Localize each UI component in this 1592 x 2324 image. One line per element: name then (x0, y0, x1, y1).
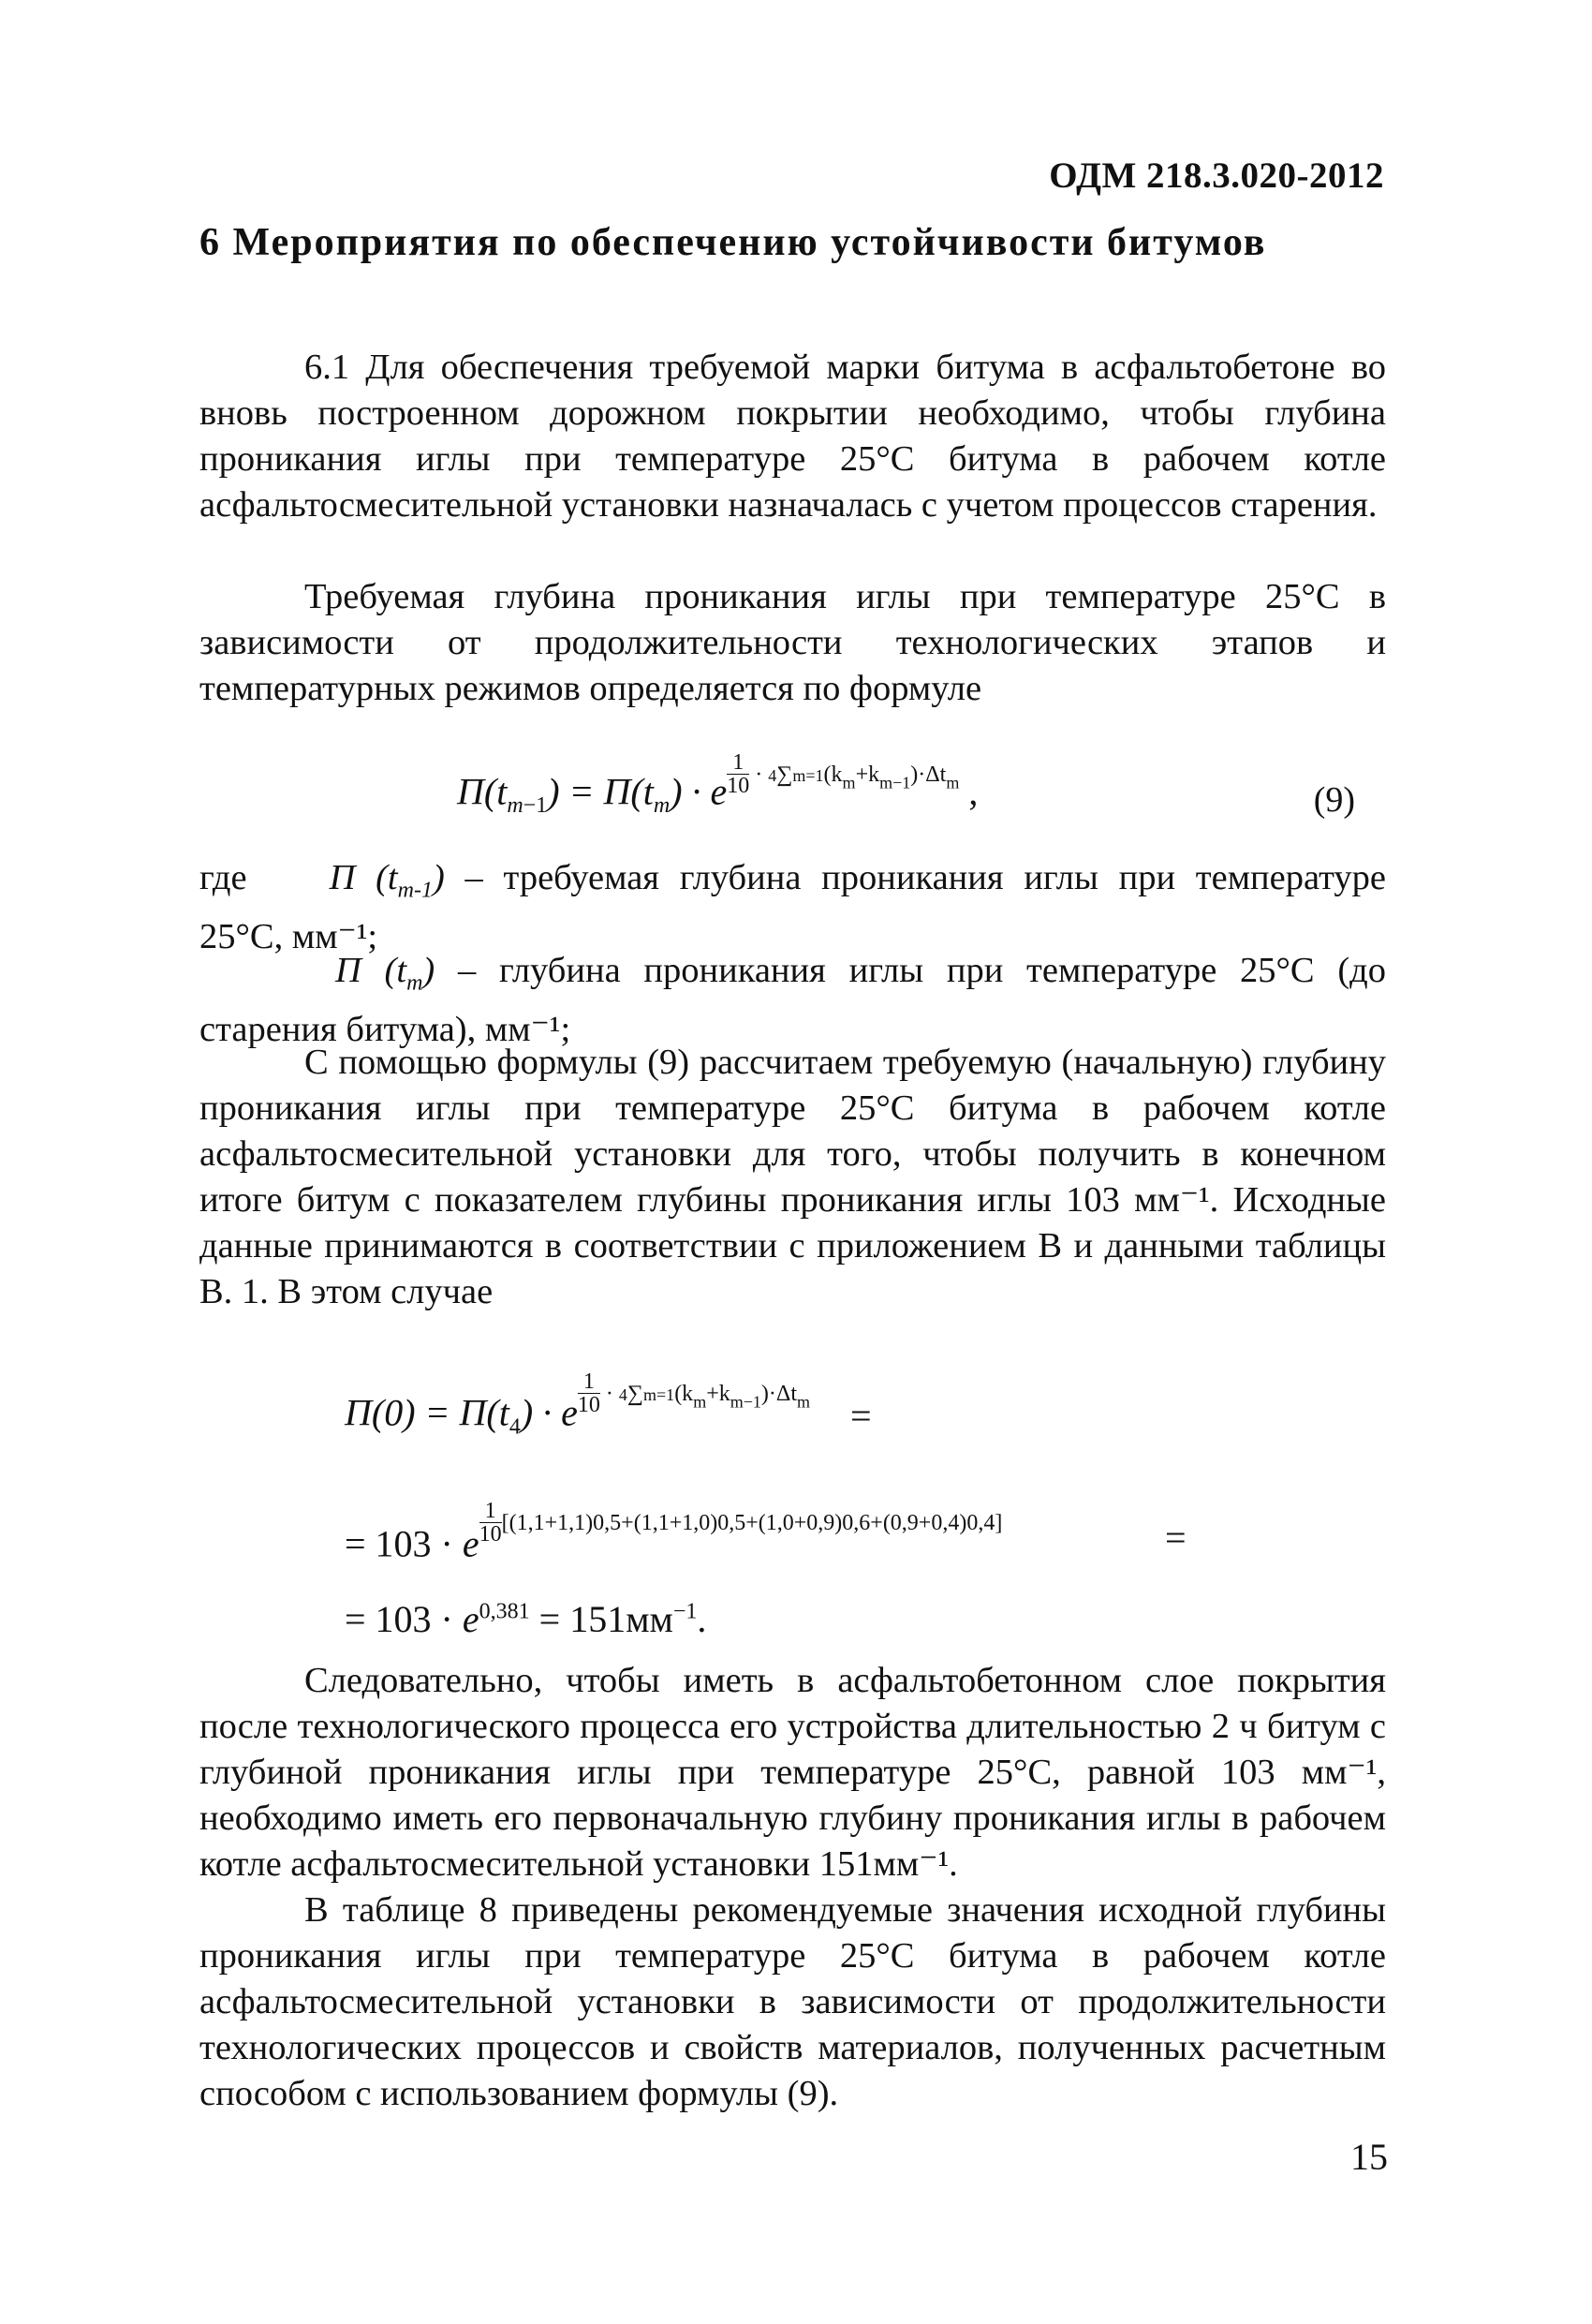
section-heading: 6 Мероприятия по обеспечению устойчивости битумов (199, 221, 1267, 264)
where-label: где (199, 858, 247, 897)
calc-equals-2: = (1165, 1517, 1187, 1559)
paragraph-calculation-intro: С помощью формулы (9) рассчитаем требуемую (начальную) глубину проникания иглы при температуре 25°С битума в рабочем котле асфальтосмесительной установки для того, чтобы получить в конечном итоге битум с показателем глубины проникания иглы 103 мм⁻¹. Исходные данные принимаются в соответствии с приложением В и данными таблицы В. 1. В этом случае (199, 1043, 1386, 1311)
document-code: ОДМ 218.3.020-2012 (1049, 155, 1384, 196)
symbol-p-tm1: П $(t_{m-1})$ (329, 858, 445, 903)
paragraph-required-penetration: Требуемая глубина проникания иглы при температуре 25°С в зависимости от продолжительности технологических этапов и температурных режимов определяется по формуле (199, 577, 1386, 708)
paragraph-table-8: В таблице 8 приведены рекомендуемые значения исходной глубины проникания иглы при температуре 25°С битума в рабочем котле асфальтосмесительной установки в зависимости от продолжительности технологических процессов и свойств материалов, полученных расчетным способом с использованием формулы (9). (199, 1890, 1386, 2113)
exponent-fraction: $\frac{1}{10}$ (727, 750, 750, 798)
calc-result: = 151мм (529, 1598, 673, 1640)
calc-line-2: = 103 · e $^{\frac{1}{10} [(1,1+1,1)0,5+(1,1+1,0)0,5+(1,0+0,9)0,6+(0,9+0,4)0,4]}$ (345, 1499, 1003, 1565)
calc-bracket-expression: [(1,1+1,1)0,5+(1,1+1,0)0,5+(1,0+0,9)0,6+(0,9+0,4)0,4] (501, 1511, 1003, 1536)
calc-exponent-value: 0,381 (479, 1599, 530, 1624)
equation-number: (9) (1313, 780, 1355, 820)
calc-line-1: $П(0) = П(t_4) \cdot e$ $^{\frac{1}{10} \cdot 4\sum m=1(k_m+k_{m-1})\cdot\Delta t_m}$ (345, 1369, 811, 1440)
formula-9: $П(t_{m-1}) = П(t_m) \cdot e$ $^{\frac{1}{10} \cdot 4\sum m=1(k_m+k_{m-1})\cdot\Delta t_m}$ , (457, 750, 979, 819)
definition-p-tm (199, 948, 1386, 1053)
paragraph-6-1: 6.1 Для обеспечения требуемой марки битума в асфальтобетоне во вновь построенном дорожном покрытии необходимо, чтобы глубина проникания иглы при температуре 25°С битума в рабочем котле асфальтосмесительной установки назначалась с учетом процессов старения. (199, 348, 1386, 525)
definition-text-2: – глубина проникания иглы при температуре 25°С (до старения битума), мм⁻¹; (199, 951, 1387, 1049)
definition-p-tm1 (199, 855, 1386, 960)
symbol-p-tm: П $(t_m)$ (335, 951, 435, 996)
definition-text-1: – требуемая глубина проникания иглы при температуре 25°С, мм⁻¹; (199, 858, 1386, 956)
page-number: 15 (1350, 2136, 1388, 2178)
paragraph-conclusion: Следовательно, чтобы иметь в асфальтобетонном слое покрытия после технологического процесса его устройства длительностью 2 ч битум с глубиной проникания иглы при температуре 25°С, равной 103 мм⁻¹, необходимо иметь его первоначальную глубину проникания иглы в рабочем котле асфальтосмесительной установки 151мм⁻¹. (199, 1661, 1386, 1884)
calc-line-3: = $103 \cdot e^{0,381} = 151мм^{-1}$. (345, 1598, 707, 1640)
calc-equals-1: = (850, 1395, 872, 1437)
